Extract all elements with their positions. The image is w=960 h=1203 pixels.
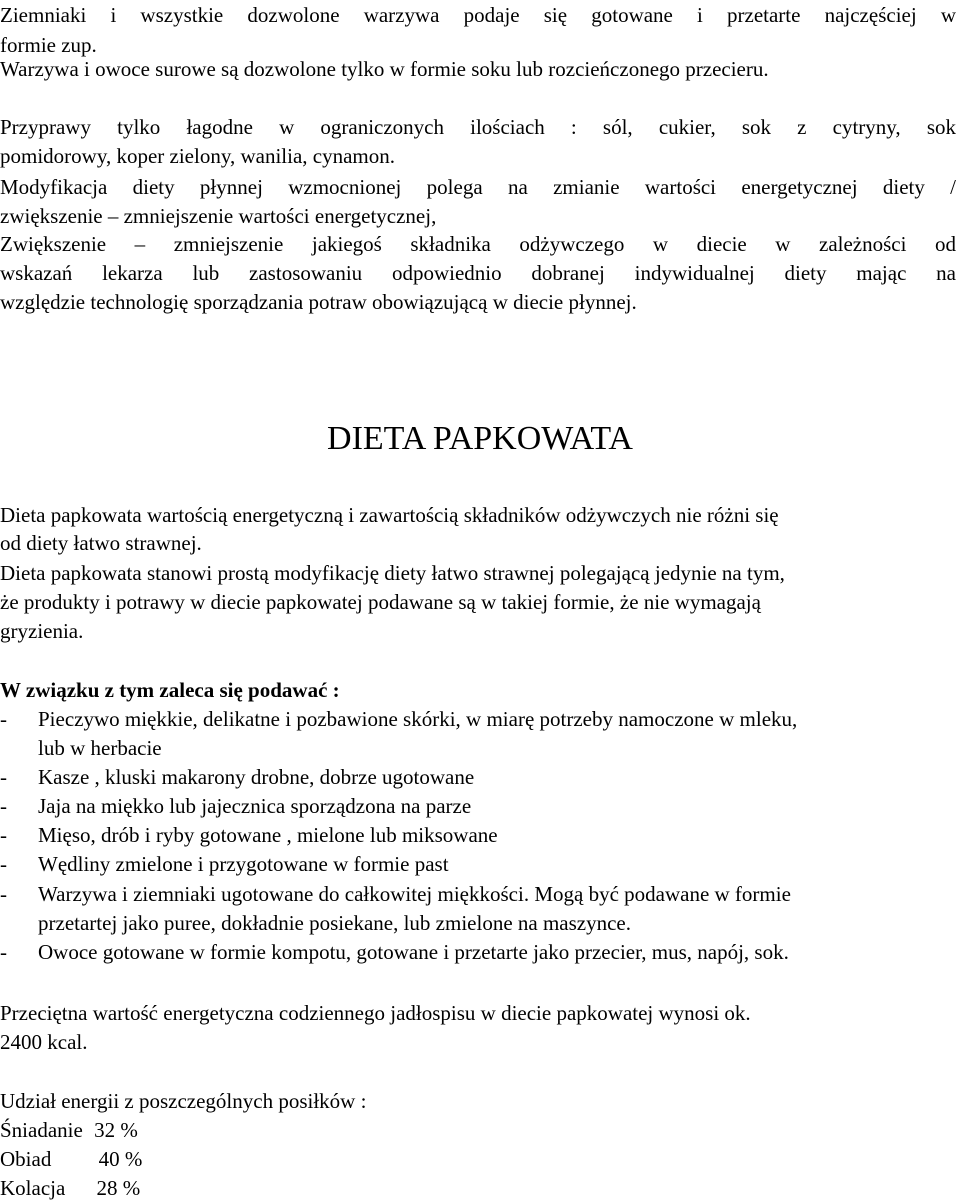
list-item-text: Kasze , kluski makarony drobne, dobrze ugotowane — [38, 765, 475, 789]
bullet-dash: - — [0, 707, 7, 731]
energy-line: Przeciętna wartość energetyczna codziennego jadłospisu w diecie papkowatej wynosi ok. — [0, 1001, 751, 1025]
meal-row — [0, 1173, 140, 1203]
bullet-dash: - — [0, 940, 7, 964]
meal-label: Śniadanie — [0, 1118, 83, 1142]
bullet-dash: - — [0, 852, 7, 876]
intro-line: od diety łatwo strawnej. — [0, 531, 202, 555]
list-item-text: Warzywa i ziemniaki ugotowane do całkowitej miękkości. Mogą być podawane w formie — [38, 882, 791, 906]
energy-line: 2400 kcal. — [0, 1030, 88, 1054]
paragraph-line: Warzywa i owoce surowe są dozwolone tylko w formie soku lub rozcieńczonego przecieru. — [0, 57, 769, 81]
list-item-text: Pieczywo miękkie, delikatne i pozbawione skórki, w miarę potrzeby namoczone w mleku, — [38, 707, 798, 731]
bullet-dash: - — [0, 765, 7, 789]
paragraph-line: wskazań lekarza lub zastosowaniu odpowiednio dobranej indywidualnej diety mając na — [0, 261, 956, 285]
intro-line: że produkty i potrawy w diecie papkowatej podawane są w takiej formie, że nie wymagają — [0, 590, 761, 614]
meal-value: 28 % — [96, 1176, 141, 1200]
paragraph-line: formie zup. — [0, 33, 97, 57]
paragraph-line: Zwiększenie – zmniejszenie jakiegoś składnika odżywczego w diecie w zależności od — [0, 232, 956, 256]
list-item-text: przetartej jako puree, dokładnie posiekane, lub zmielone na maszynce. — [38, 911, 632, 935]
list-item-text: lub w herbacie — [38, 736, 162, 760]
meal-value: 40 % — [98, 1147, 143, 1171]
intro-line: gryzienia. — [0, 619, 84, 643]
section-title: DIETA PAPKOWATA — [327, 420, 633, 457]
recommend-heading: W związku z tym zaleca się podawać : — [0, 678, 340, 702]
bullet-dash: - — [0, 794, 7, 818]
paragraph-line: pomidorowy, koper zielony, wanilia, cynamon. — [0, 144, 396, 168]
list-item-text: Owoce gotowane w formie kompotu, gotowane i przetarte jako przecier, mus, napój, sok. — [38, 940, 789, 964]
list-item-text: Mięso, drób i ryby gotowane , mielone lub miksowane — [38, 823, 498, 847]
paragraph-line: Modyfikacja diety płynnej wzmocnionej polega na zmianie wartości energetycznej diety / — [0, 175, 956, 199]
paragraph-line: zwiększenie – zmniejszenie wartości energetycznej, — [0, 204, 437, 228]
meal-row — [0, 1115, 138, 1145]
bullet-dash: - — [0, 823, 7, 847]
meal-label: Obiad — [0, 1147, 52, 1171]
meals-heading: Udział energii z poszczególnych posiłków : — [0, 1089, 367, 1113]
meal-value: 32 % — [94, 1118, 138, 1142]
meal-label: Kolacja — [0, 1176, 66, 1200]
paragraph-line: Przyprawy tylko łagodne w ograniczonych ilościach : sól, cukier, sok z cytryny, sok — [0, 115, 956, 139]
bullet-dash: - — [0, 882, 7, 906]
intro-line: Dieta papkowata wartością energetyczną i zawartością składników odżywczych nie różni się — [0, 503, 779, 527]
paragraph-line: względzie technologię sporządzania potraw obowiązującą w diecie płynnej. — [0, 290, 637, 314]
meal-row — [0, 1144, 142, 1174]
list-item-text: Wędliny zmielone i przygotowane w formie past — [38, 852, 449, 876]
intro-line: Dieta papkowata stanowi prostą modyfikację diety łatwo strawnej polegającą jedynie na tym, — [0, 561, 785, 585]
paragraph-line: Ziemniaki i wszystkie dozwolone warzywa podaje się gotowane i przetarte najczęściej w — [0, 3, 956, 27]
list-item-text: Jaja na miękko lub jajecznica sporządzona na parze — [38, 794, 472, 818]
